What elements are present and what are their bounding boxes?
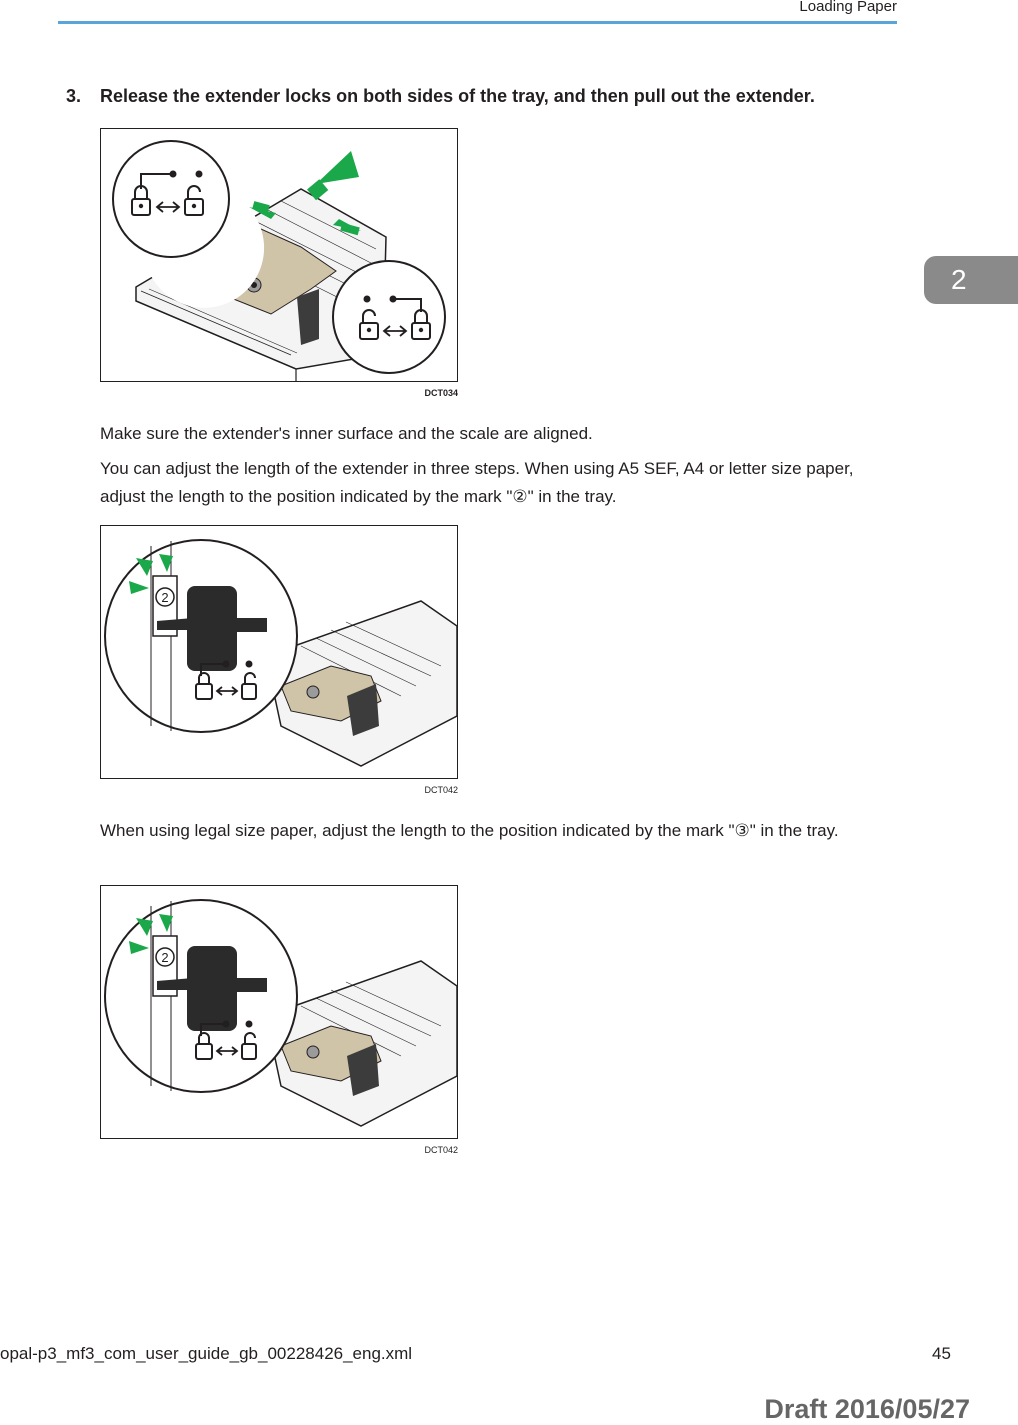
paragraph-legal: When using legal size paper, adjust the length to the position indicated by the mark "③" in the tray. xyxy=(100,821,839,840)
step-text: Release the extender locks on both sides of the tray, and then pull out the extender. xyxy=(100,86,815,106)
figure-extender-release xyxy=(100,128,458,382)
figure-code: DCT034 xyxy=(424,388,458,398)
paragraph-a4-letter: You can adjust the length of the extender in three steps. When using A5 SEF, A4 or letter size paper, adjust the length to the position indicated by the mark "②" in the tray. xyxy=(100,459,854,506)
header-rule xyxy=(58,21,897,24)
step-heading xyxy=(66,86,815,107)
scale-mark-label: 2 xyxy=(161,590,169,605)
footer-file-name: opal-p3_mf3_com_user_guide_gb_00228426_eng.xml xyxy=(0,1344,413,1363)
figure-code: DCT042 xyxy=(424,785,458,795)
figure-extender-position-legal xyxy=(100,885,458,1139)
scale-mark-label: 2 xyxy=(161,950,169,965)
chapter-tab: 2 xyxy=(924,256,1018,304)
figure-extender-position-a4 xyxy=(100,525,458,779)
page-number: 45 xyxy=(932,1344,951,1363)
paragraph-alignment: Make sure the extender's inner surface and the scale are aligned. xyxy=(100,424,593,443)
draft-stamp: Draft 2016/05/27 xyxy=(764,1394,970,1424)
figure-code: DCT042 xyxy=(424,1145,458,1155)
step-number: 3. xyxy=(66,86,82,106)
running-header: Loading Paper xyxy=(799,0,897,15)
